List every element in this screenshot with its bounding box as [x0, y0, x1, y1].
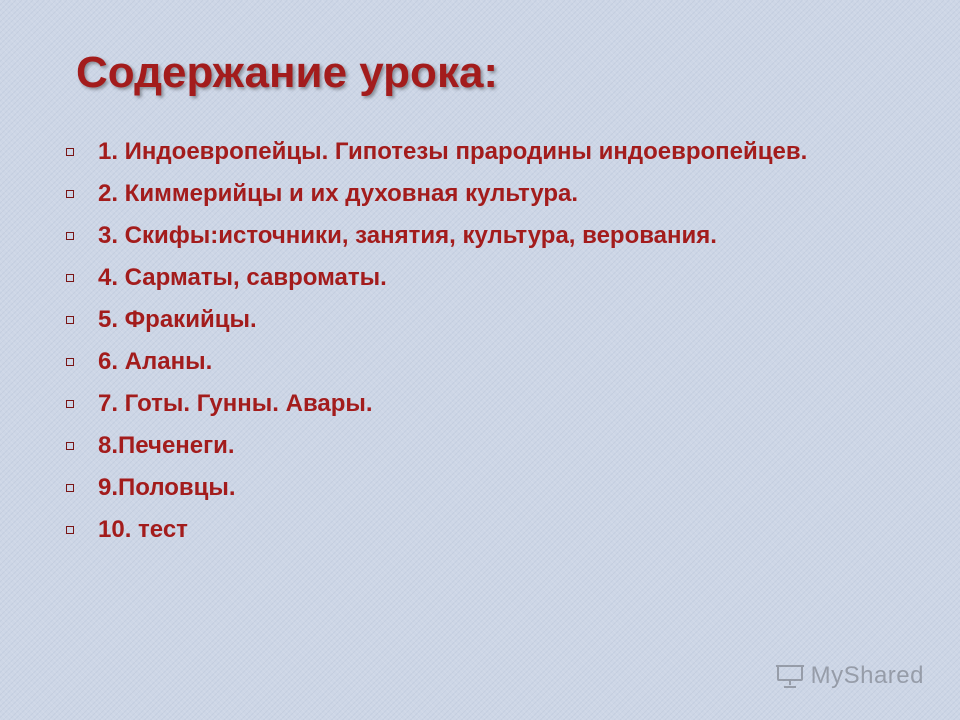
square-bullet-icon [66, 232, 74, 240]
list-item [62, 432, 882, 459]
list-item-text: 6. Аланы. [98, 348, 213, 375]
watermark [775, 662, 924, 690]
square-bullet-icon [66, 274, 74, 282]
list-item-text: 5. Фракийцы. [98, 306, 257, 333]
topic-list [62, 138, 882, 558]
list-item [62, 306, 882, 333]
list-item [62, 390, 882, 417]
list-item [62, 516, 882, 543]
square-bullet-icon [66, 484, 74, 492]
square-bullet-icon [66, 190, 74, 198]
list-item [62, 264, 882, 291]
list-item [62, 222, 882, 249]
list-item-text: 1. Индоевропейцы. Гипотезы прародины индоевропейцев. [98, 138, 808, 165]
square-bullet-icon [66, 400, 74, 408]
list-item [62, 348, 882, 375]
watermark-text: MyShared [810, 662, 924, 689]
square-bullet-icon [66, 442, 74, 450]
list-item-text: 9.Половцы. [98, 474, 236, 501]
list-item-text: 2. Киммерийцы и их духовная культура. [98, 180, 579, 207]
list-item-text: 10. тест [98, 516, 188, 543]
projector-icon [775, 663, 805, 689]
list-item-text: 4. Сарматы, савроматы. [98, 264, 387, 291]
page-title: Содержание урока: [76, 48, 499, 97]
list-item-text: 3. Скифы:источники, занятия, культура, верования. [98, 222, 717, 249]
square-bullet-icon [66, 316, 74, 324]
list-item [62, 138, 882, 165]
square-bullet-icon [66, 526, 74, 534]
square-bullet-icon [66, 358, 74, 366]
list-item-text: 8.Печенеги. [98, 432, 235, 459]
list-item [62, 474, 882, 501]
list-item-text: 7. Готы. Гунны. Авары. [98, 390, 373, 417]
square-bullet-icon [66, 148, 74, 156]
list-item [62, 180, 882, 207]
